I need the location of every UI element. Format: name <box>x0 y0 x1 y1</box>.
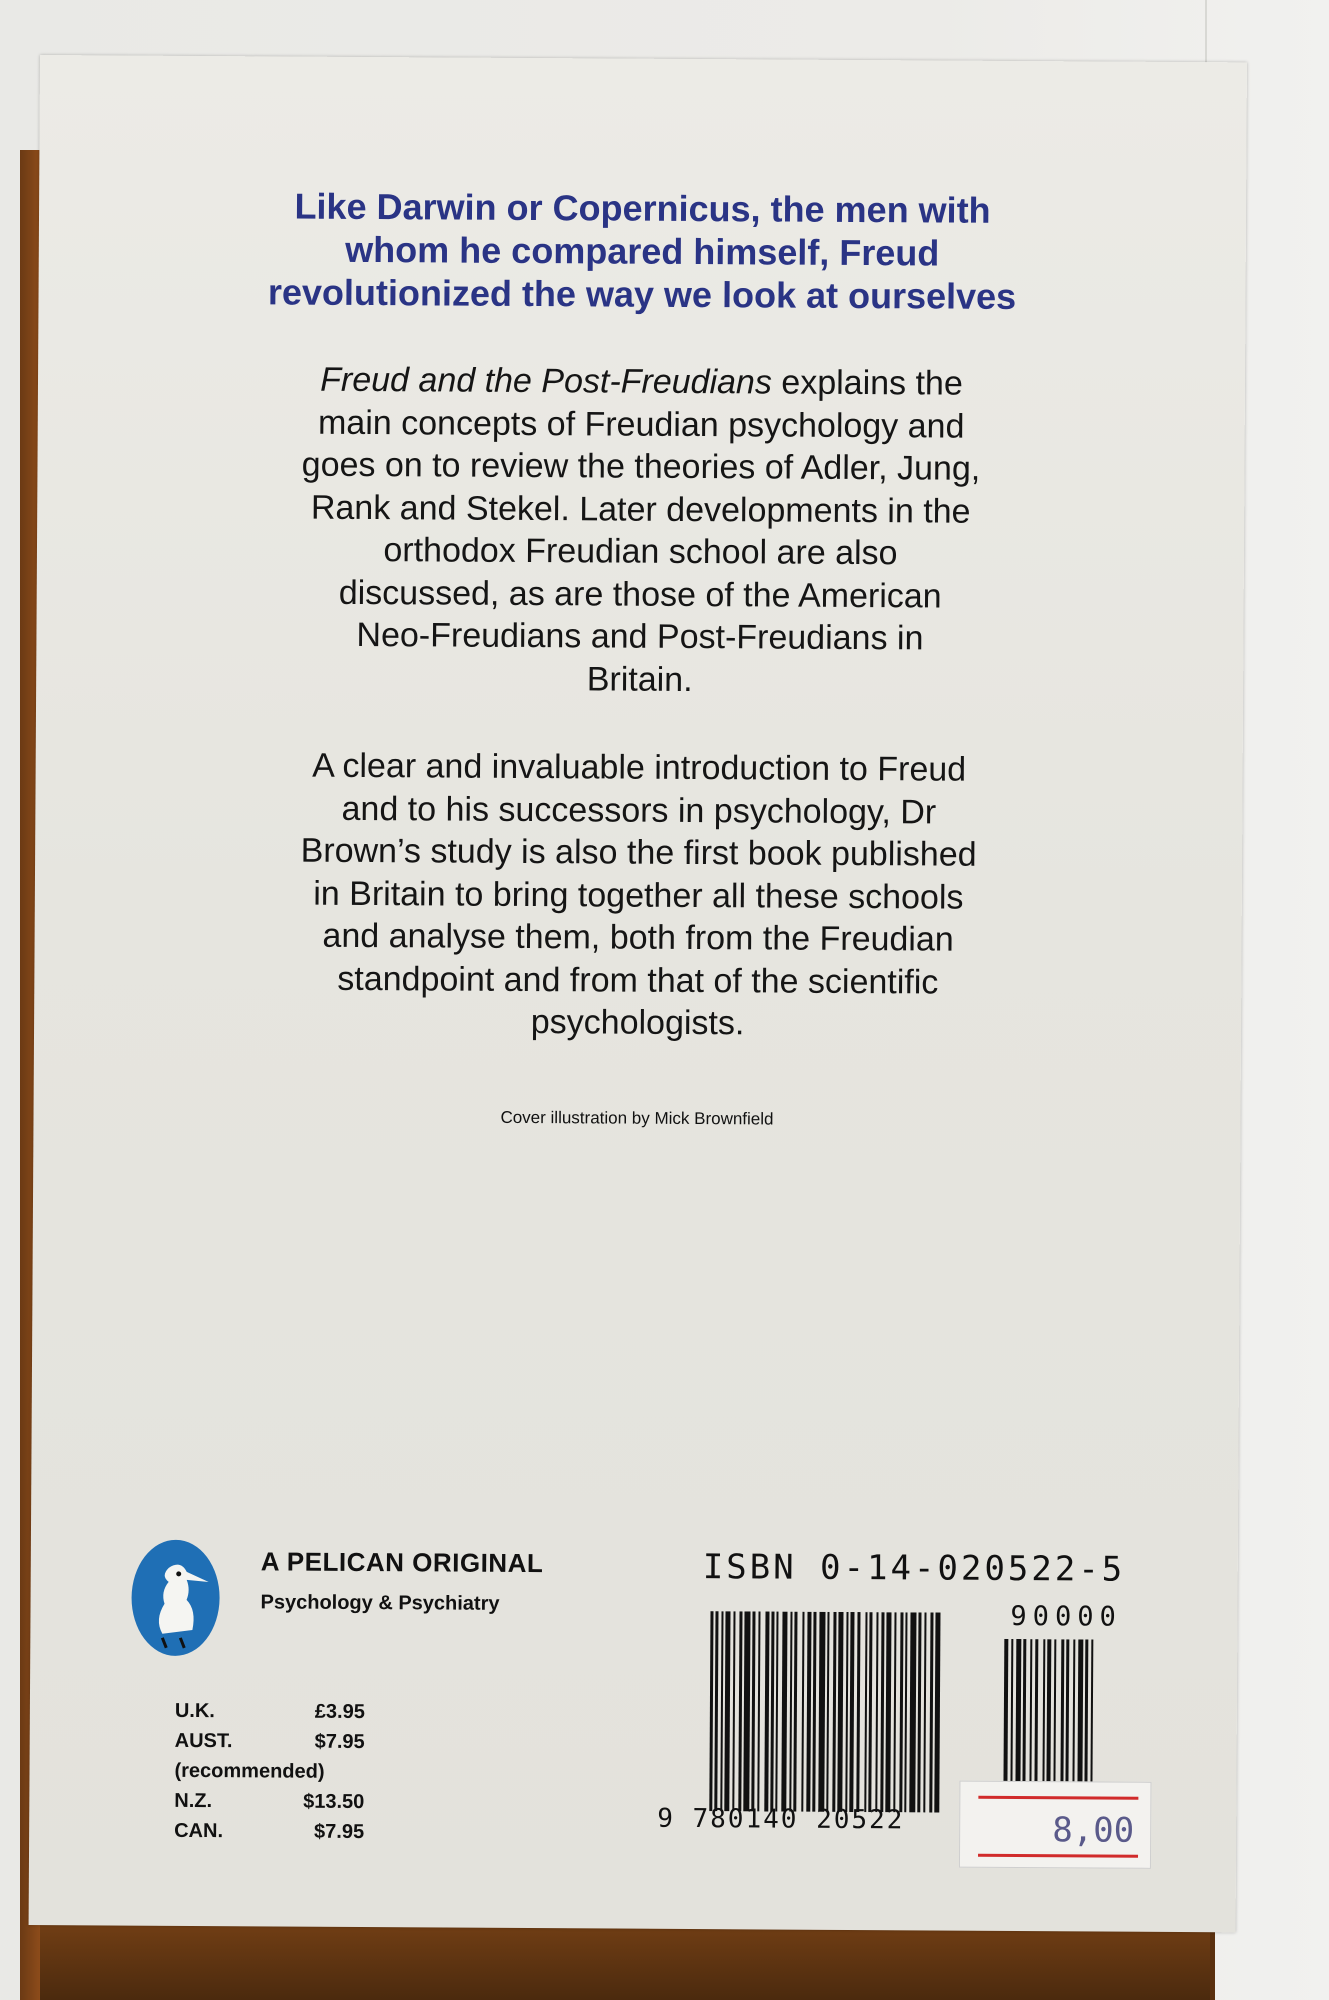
price-value: $7.95 <box>314 1730 365 1754</box>
pelican-logo-icon <box>128 1538 223 1659</box>
barcode-bar <box>1060 1639 1064 1804</box>
isbn: ISBN 0-14-020522-5 <box>702 1547 1126 1590</box>
barcode-bar <box>724 1611 730 1811</box>
book-title: Freud and the Post-Freudians <box>320 360 773 402</box>
barcode-bar <box>1042 1639 1045 1804</box>
blurb-paragraph-1 <box>36 357 1245 704</box>
price-region: U.K. <box>174 1699 215 1723</box>
price-list <box>174 1696 365 1847</box>
blurb-1-text: explains the main concepts of Freudian psychology and goes on to review the theories of Adler, Jung, Rank and Stekel. Later developments in the orthodox Freudian school are also discussed, as are those of the American Neo-Freudians and Post-Freudians in Britain. <box>301 363 981 699</box>
barcode-bar <box>757 1611 760 1811</box>
sticker-red-line <box>978 1796 1138 1800</box>
barcode-bar <box>849 1612 854 1812</box>
barcode-bar <box>1010 1639 1013 1804</box>
barcode-bar <box>732 1611 735 1811</box>
barcode-bar <box>826 1612 829 1812</box>
barcode-bar <box>917 1612 921 1812</box>
price-region: N.Z. <box>174 1789 213 1813</box>
barcode-bar <box>806 1612 811 1812</box>
book-back-cover <box>29 55 1247 1932</box>
barcode-bar <box>1053 1639 1056 1804</box>
sticker-red-line <box>978 1854 1138 1858</box>
price-region: AUST. <box>174 1729 233 1753</box>
sticker-price: 8,00 <box>1052 1810 1135 1851</box>
tagline: Like Darwin or Copernicus, the men with whom he compared himself, Freud revolutionized the way we look at ourselves <box>267 185 1017 317</box>
barcode-bar <box>885 1612 891 1812</box>
barcode <box>707 1611 978 1813</box>
barcode-bar <box>720 1611 723 1811</box>
barcode-bar <box>751 1611 755 1811</box>
barcode-bar <box>1084 1639 1088 1804</box>
price-note: (recommended) <box>174 1759 325 1783</box>
barcode-bar <box>1034 1639 1038 1804</box>
barcode-bar <box>781 1612 787 1812</box>
barcode-bar <box>714 1611 718 1811</box>
barcode-bar <box>1029 1639 1032 1804</box>
barcode-bar <box>832 1612 836 1812</box>
barcode-bar <box>934 1612 940 1812</box>
barcode-bar <box>929 1612 933 1812</box>
barcode-bar <box>770 1611 774 1811</box>
barcode-addon <box>1001 1639 1130 1805</box>
barcode-bar <box>856 1612 860 1812</box>
barcode-bar <box>738 1611 742 1811</box>
barcode-bar <box>899 1612 903 1812</box>
barcode-bar <box>793 1612 797 1812</box>
barcode-bar <box>801 1612 804 1812</box>
imprint <box>260 1546 543 1616</box>
price-value: $13.50 <box>303 1790 365 1814</box>
barcode-bar <box>1022 1639 1026 1804</box>
barcode-bar <box>837 1612 843 1812</box>
barcode-bar <box>764 1611 769 1811</box>
imprint-title: A PELICAN ORIGINAL <box>260 1546 544 1579</box>
barcode-bar <box>923 1612 926 1812</box>
barcode-bar <box>1015 1639 1021 1804</box>
price-row <box>174 1756 364 1787</box>
price-sticker <box>959 1781 1152 1869</box>
price-row <box>174 1786 364 1817</box>
barcode-digits: 9 780140 20522 <box>657 1803 905 1836</box>
barcode-bar <box>743 1611 750 1811</box>
barcode-bar <box>1065 1639 1069 1804</box>
price-row <box>174 1816 364 1847</box>
barcode-bar <box>880 1612 884 1812</box>
price-row <box>175 1696 365 1727</box>
barcode-bar <box>909 1612 916 1812</box>
price-value: £3.95 <box>314 1700 365 1724</box>
barcode-bar <box>812 1612 816 1812</box>
barcode-bar <box>818 1612 825 1812</box>
price-region: CAN. <box>174 1819 224 1843</box>
barcode-bar <box>1077 1639 1083 1804</box>
barcode-bar <box>875 1612 878 1812</box>
barcode-addon-digits: 90000 <box>1010 1600 1122 1633</box>
barcode-bar <box>1046 1639 1051 1804</box>
barcode-bar <box>1003 1639 1008 1804</box>
barcode-bar <box>1090 1639 1093 1804</box>
barcode-bar <box>845 1612 848 1812</box>
barcode-bar <box>789 1612 792 1812</box>
price-value: $7.95 <box>314 1820 365 1844</box>
cover-credit: Cover illustration by Mick Brownfield <box>500 1107 774 1129</box>
barcode-bar <box>864 1612 867 1812</box>
blurb-paragraph-2: A clear and invaluable introduction to Freud and to his successors in psychology, Dr Brown’s study is also the first book published in Britain to bring together all these schools and analyse them, both from the Freudian standpoint and from that of the scientific psychologists. <box>300 746 977 1043</box>
barcode-bar <box>893 1612 896 1812</box>
barcode-bar <box>868 1612 872 1812</box>
price-row <box>175 1726 365 1757</box>
barcode-bar <box>1072 1639 1075 1804</box>
barcode-bar <box>709 1611 713 1811</box>
barcode-bar <box>775 1612 778 1812</box>
barcode-bar <box>904 1612 907 1812</box>
imprint-category: Psychology & Psychiatry <box>260 1591 500 1615</box>
